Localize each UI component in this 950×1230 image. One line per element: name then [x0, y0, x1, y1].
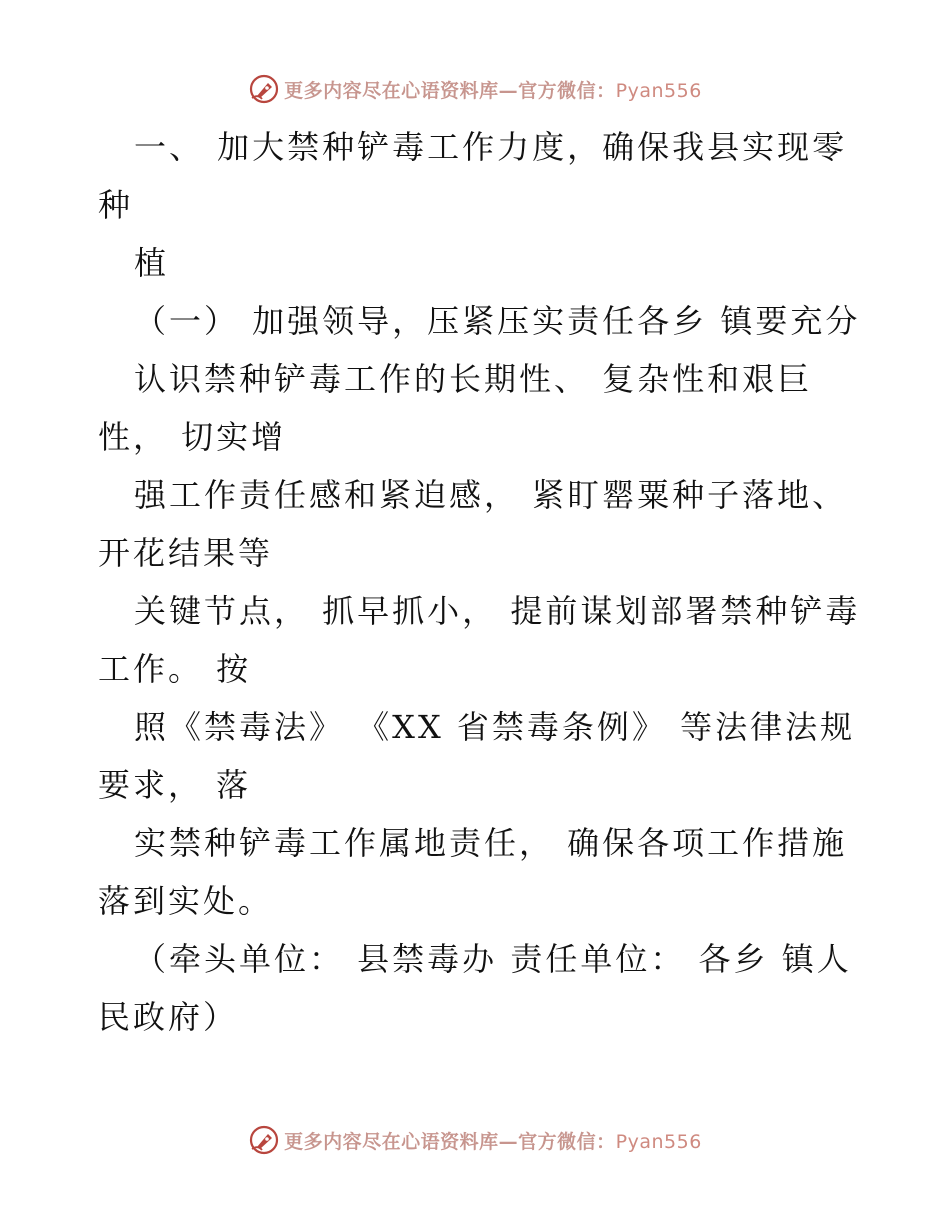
- watermark-text: [284, 1127, 702, 1154]
- paragraph-line: 落到实处。: [98, 882, 274, 920]
- paragraph-line: 实禁种铲毒工作属地责任， 确保各项工作措施: [134, 824, 848, 862]
- document-body: [98, 118, 861, 1046]
- paragraph-line: 植: [134, 244, 170, 282]
- watermark-wechat-id: Pyan556: [615, 1130, 702, 1153]
- paragraph-line: 种: [98, 186, 134, 224]
- paragraph-line: 认识禁种铲毒工作的长期性、 复杂性和艰巨: [134, 360, 813, 398]
- watermark-site-text: 更多内容尽在心语资料库—官方微信：: [284, 79, 616, 102]
- responsibility-note: （牵头单位： 县禁毒办 责任单位： 各乡 镇人: [134, 940, 852, 978]
- watermark-wechat-id: Pyan556: [615, 79, 702, 102]
- section-heading: 一、 加大禁种铲毒工作力度，确保我县实现零: [134, 128, 848, 166]
- footer-watermark: [0, 1123, 950, 1157]
- paragraph-line: 照《禁毒法》 《XX 省禁毒条例》 等法律法规: [134, 708, 856, 746]
- watermark-site-text: 更多内容尽在心语资料库—官方微信：: [284, 1130, 616, 1153]
- paragraph-line: 民政府）: [98, 998, 239, 1036]
- subsection-heading: （一） 加强领导，压紧压实责任各乡 镇要充分: [134, 302, 861, 340]
- pen-nib-logo-icon: [248, 73, 280, 105]
- header-watermark: [0, 72, 950, 106]
- paragraph-line: 要求， 落: [98, 766, 252, 804]
- paragraph-line: 强工作责任感和紧迫感， 紧盯罂粟种子落地、: [134, 476, 848, 514]
- paragraph-line: 性， 切实增: [98, 418, 287, 456]
- watermark-text: [284, 76, 702, 103]
- paragraph-line: 工作。 按: [98, 650, 252, 688]
- paragraph-line: 开花结果等: [98, 534, 274, 572]
- pen-nib-logo-icon: [248, 1124, 280, 1156]
- paragraph-line: 关键节点， 抓早抓小， 提前谋划部署禁种铲毒: [134, 592, 861, 630]
